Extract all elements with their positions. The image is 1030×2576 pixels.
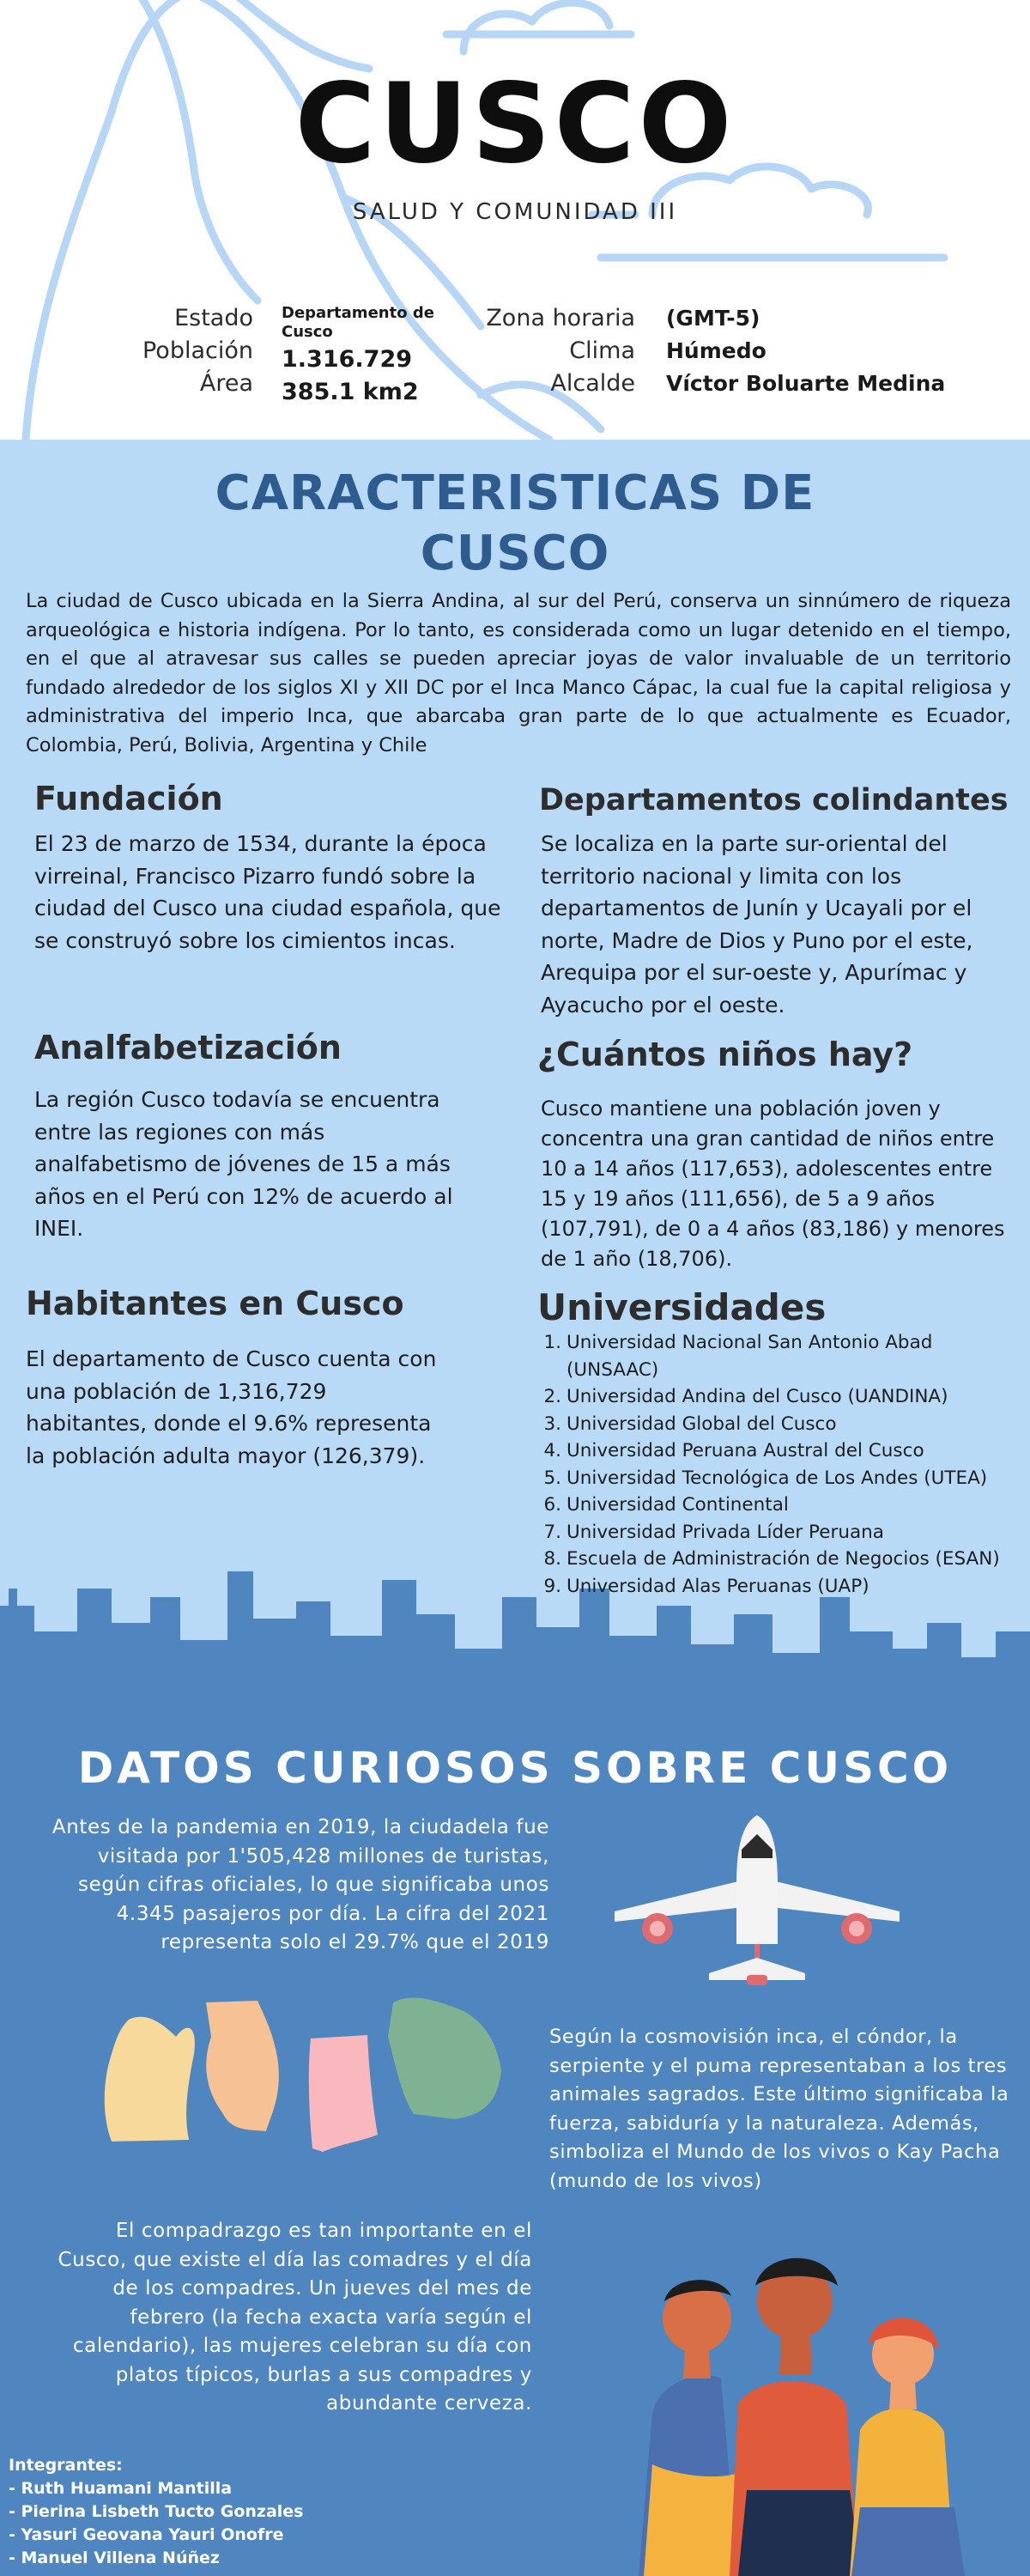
characteristics-heading-line1: CARACTERISTICAS DE: [215, 465, 815, 521]
ninos-heading: ¿Cuántos niños hay?: [537, 1036, 913, 1073]
list-item-text: Escuela de Administración de Negocios (ESAN): [566, 1548, 1000, 1570]
fact-value-clima: Húmedo: [666, 338, 766, 363]
list-item: [542, 1492, 1023, 1519]
member-name: - Pierina Lisbeth Tucto Gonzales: [9, 2502, 304, 2521]
characteristics-heading: [0, 464, 1030, 584]
list-item: [542, 1329, 1023, 1383]
list-item: [542, 1573, 1023, 1601]
page-subtitle: SALUD Y COMUNIDAD III: [352, 199, 678, 225]
facts-left-labels: [77, 302, 253, 400]
fact-label-poblacion: Población: [142, 337, 253, 364]
states-map-illustration: [94, 1985, 506, 2157]
fact-value-area: 385.1 km2: [282, 379, 419, 405]
friends-illustration: [635, 2207, 978, 2576]
members-block: [9, 2454, 303, 2570]
list-item: [542, 1546, 1023, 1573]
list-item-text: Universidad Nacional San Antonio Abad (UNSAAC): [566, 1332, 933, 1381]
fact-label-clima: Clima: [569, 337, 635, 364]
habitantes-heading: Habitantes en Cusco: [26, 1285, 404, 1322]
departamentos-text: Se localiza en la parte sur-oriental del territorio nacional y limita con los departamentos de Junín y Ucayali por el norte, Madre de Dios y Puno por el este, Arequipa por el sur-oeste y, Apurímac y Ayacucho por el oeste.: [541, 831, 973, 1018]
curious-fact-tourism: Antes de la pandemia en 2019, la ciudadela fue visitada por 1'505,428 millones de turistas, según cifras oficiales, lo que significaba unos 4.345 pasajeros por día. La cifra del 2021 representa solo el 29.7% que el 2019: [52, 1816, 549, 1953]
list-item-text: Universidad Continental: [566, 1494, 789, 1516]
list-item-text: Universidad Privada Líder Peruana: [566, 1521, 884, 1543]
list-item-number: 5.: [543, 1467, 561, 1489]
list-item: [542, 1383, 1023, 1411]
list-item: [542, 1437, 1023, 1465]
fact-value-poblacion: 1.316.729: [282, 346, 413, 373]
curious-fact-compadrazgo: El compadrazgo es tan importante en el Cusco, que existe el día las comadres y el día de los compadres. Un jueves del mes de febrero (la fecha exacta varía según el calendario), las mujeres celebran su día con platos típicos, burlas a sus compadres y abundante cerveza.: [58, 2220, 532, 2415]
list-item-number: 4.: [543, 1440, 561, 1461]
list-item: [542, 1411, 1023, 1438]
member-name: - Manuel Villena Núñez: [9, 2549, 220, 2567]
facts-right-labels: [446, 302, 635, 400]
list-item-text: Universidad Global del Cusco: [566, 1413, 837, 1435]
page-title: CUSCO: [294, 60, 736, 188]
list-item-number: 3.: [543, 1413, 561, 1435]
fact-label-alcalde: Alcalde: [550, 370, 635, 397]
departamentos-heading: Departamentos colindantes: [539, 783, 1009, 817]
list-item-text: Universidad Tecnológica de Los Andes (UTEA): [566, 1467, 988, 1489]
characteristics-heading-line2: CUSCO: [420, 526, 610, 581]
members-title: Integrantes:: [9, 2456, 123, 2475]
member-name: - Ruth Huamani Mantilla: [9, 2479, 233, 2498]
intro-paragraph: La ciudad de Cusco ubicada en la Sierra Andina, al sur del Perú, conserva un sinnúmero de riqueza arqueológica e historia indígena. Por lo tanto, es considerada como un lugar detenido en el tiempo, en el que al atravesar sus calles se pueden apreciar joyas de valor invaluable de un territorio fundado alrededor de los siglos XI y XII DC por el Inca Manco Cápac, la cual fue la capital religiosa y administrativa del imperio Inca, que abarcaba gran parte de lo que actualmente es Ecuador, Colombia, Perú, Bolivia, Argentina y Chile: [26, 590, 1011, 756]
list-item-number: 2.: [543, 1386, 561, 1407]
fundacion-text: El 23 de marzo de 1534, durante la época virreinal, Francisco Pizarro fundó sobre la ciudad del Cusco una ciudad española, que se construyó sobre los cimientos incas.: [34, 831, 501, 953]
list-item-text: Universidad Alas Peruanas (UAP): [566, 1575, 869, 1597]
airplane-icon: [606, 1815, 908, 1985]
fact-value-alcalde: Víctor Boluarte Medina: [666, 371, 946, 396]
analfabetizacion-text: La región Cusco todavía se encuentra entre las regiones con más analfabetismo de jóvenes de 15 a más años en el Perú con 12% de acuerdo al INEI.: [34, 1087, 453, 1241]
list-item-number: 7.: [543, 1521, 561, 1543]
facts-left-values: [282, 302, 453, 409]
list-item-text: Universidad Peruana Austral del Cusco: [566, 1440, 924, 1461]
fact-value-estado: Departamento de Cusco: [282, 304, 434, 341]
curious-fact-animals: Según la cosmovisión inca, el cóndor, la serpiente y el puma representaban a los tres animales sagrados. Este último significaba la fuerza, sabiduría y la naturaleza. Además, simboliza el Mundo de los vivos o Kay Pacha (mundo de los vivos): [549, 2026, 1009, 2192]
list-item: [542, 1465, 1023, 1492]
analfabetizacion-heading: Analfabetización: [34, 1029, 342, 1066]
universidades-heading: Universidades: [537, 1286, 827, 1328]
list-item-number: 9.: [543, 1575, 561, 1597]
fact-label-estado: Estado: [174, 305, 253, 331]
facts-right-values: [666, 302, 1027, 400]
member-name: - Yasuri Geovana Yauri Onofre: [9, 2525, 284, 2544]
list-item: [542, 1519, 1023, 1546]
list-item-number: 8.: [543, 1548, 561, 1570]
curious-heading: DATOS CURIOSOS SOBRE CUSCO: [77, 1743, 953, 1793]
fact-label-area: Área: [199, 370, 253, 397]
fact-value-zona: (GMT-5): [666, 306, 760, 331]
ninos-text: Cusco mantiene una población joven y concentra una gran cantidad de niños entre 10 a 14 años (117,653), adolescentes entre 15 y 19 años (111,656), de 5 a 9 años (107,791), de 0 a 4 años (83,186) y menores de 1 año (18,706).: [541, 1097, 1005, 1271]
list-item-text: Universidad Andina del Cusco (UANDINA): [566, 1386, 948, 1407]
universidades-list: [542, 1329, 1023, 1600]
list-item-number: 6.: [543, 1494, 561, 1516]
fundacion-heading: Fundación: [34, 780, 223, 817]
fact-label-zona: Zona horaria: [486, 305, 635, 331]
list-item-number: 1.: [543, 1332, 561, 1353]
habitantes-text: El departamento de Cusco cuenta con una población de 1,316,729 habitantes, donde el 9.6% representa la población adulta mayor (126,379).: [26, 1346, 437, 1468]
